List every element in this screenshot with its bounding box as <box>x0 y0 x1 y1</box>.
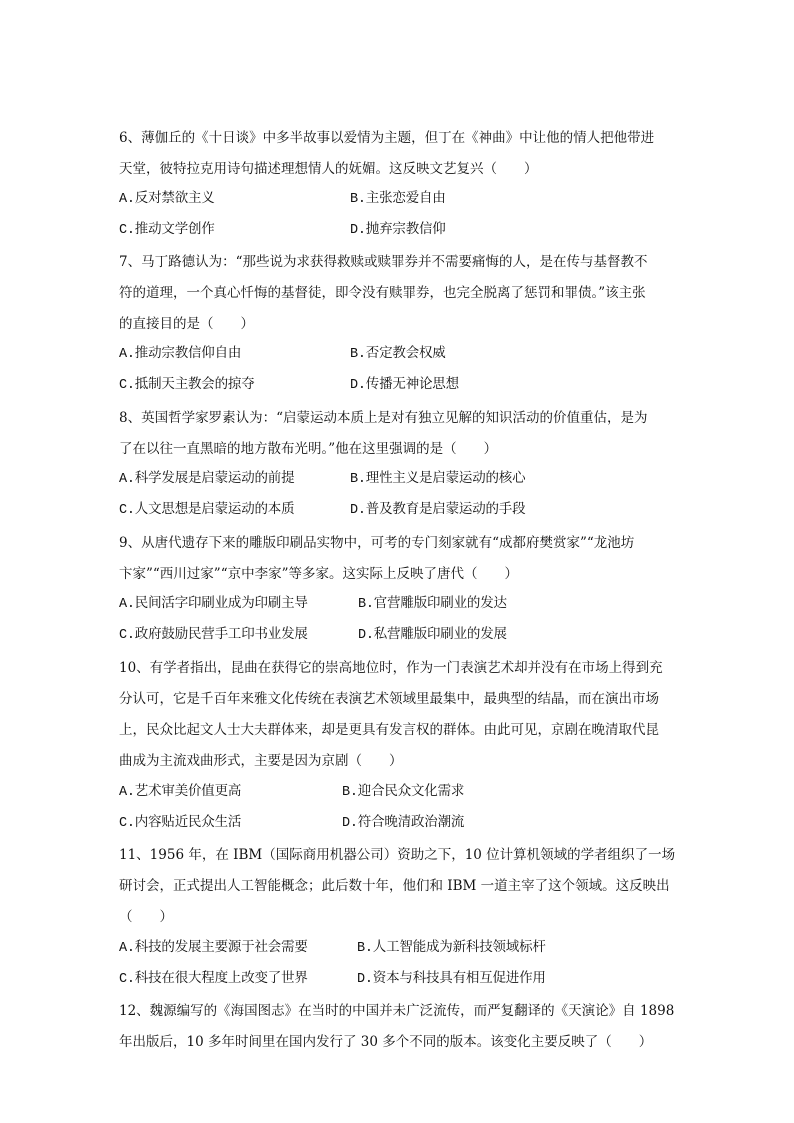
option-b: B.迎合民众文化需求 <box>342 785 465 800</box>
option-b: B.否定教会权威 <box>350 347 446 362</box>
question-text-line: 了在以往一直黑暗的地方散布光明。”他在这里强调的是（ ） <box>119 441 498 457</box>
question-text-line: 9、从唐代遗存下来的雕版印刷品实物中，可考的专门刻家就有“成都府樊赏家”“龙池坊 <box>119 535 635 551</box>
option-a: A.科技的发展主要源于社会需要 <box>119 941 308 956</box>
option-c: C.推动文学创作 <box>119 223 215 238</box>
option-d: D.私营雕版印刷业的发展 <box>358 628 507 643</box>
question-text-line: 曲成为主流戏曲形式，主要是因为京剧（ ） <box>119 753 403 769</box>
question-text-line: 的直接目的是（ ） <box>119 316 254 332</box>
option-a: A.民间活字印刷业成为印刷主导 <box>119 597 308 612</box>
option-c: C.政府鼓励民营手工印书业发展 <box>119 628 308 643</box>
question-text-line: 10、有学者指出，昆曲在获得它的崇高地位时，作为一门表演艺术却并没有在市场上得到充 <box>119 660 663 676</box>
option-b: B.理性主义是启蒙运动的核心 <box>350 472 526 487</box>
question-text-line: 8、英国哲学家罗素认为：“启蒙运动本质上是对有独立见解的知识活动的价值重估，是为 <box>119 410 648 426</box>
option-d: D.符合晚清政治潮流 <box>342 816 465 831</box>
option-a: A.科学发展是启蒙运动的前提 <box>119 472 295 487</box>
option-d: D.普及教育是启蒙运动的手段 <box>350 503 526 518</box>
question-text-line: 7、马丁路德认为：“那些说为求获得救赎或赎罪券并不需要痛悔的人，是在传与基督教不 <box>119 254 648 270</box>
option-c: C.人文思想是启蒙运动的本质 <box>119 503 295 518</box>
option-c: C.科技在很大程度上改变了世界 <box>119 972 308 987</box>
question-text-line: 6、薄伽丘的《十日谈》中多半故事以爱情为主题，但丁在《神曲》中让他的情人把他带进 <box>119 130 655 146</box>
option-d: D.传播无神论思想 <box>350 378 459 393</box>
option-a: A.艺术审美价值更高 <box>119 785 242 800</box>
option-d: D.抛弃宗教信仰 <box>350 223 446 238</box>
question-text-line: （ ） <box>119 909 173 925</box>
question-text-line: 分认可，它是千百年来雅文化传统在表演艺术领域里最集中，最典型的结晶，而在演出市场 <box>119 691 659 707</box>
option-b: B.官营雕版印刷业的发达 <box>358 597 507 612</box>
option-d: D.资本与科技具有相互促进作用 <box>357 972 546 987</box>
question-text-line: 上，民众比起文人士大夫群体来，却是更具有发言权的群体。由此可见，京剧在晚清取代昆 <box>119 722 659 738</box>
question-text-line: 研讨会，正式提出人工智能概念；此后数十年，他们和 IBM 一道主宰了这个领域。这反映出 <box>119 878 670 894</box>
question-text-line: 卞家”“西川过家”“京中李家”等多家。这实际上反映了唐代（ ） <box>119 566 519 582</box>
option-c: C.抵制天主教会的掠夺 <box>119 378 255 393</box>
option-b: B.主张恋爱自由 <box>350 192 446 207</box>
question-text-line: 符的道理，一个真心忏悔的基督徒，即令没有赎罪券，也完全脱离了惩罚和罪债。”该主张 <box>119 285 646 301</box>
option-a: A.推动宗教信仰自由 <box>119 347 242 362</box>
question-text-line: 12、魏源编写的《海国图志》在当时的中国并未广泛流传，而严复翻译的《天演论》自 1898 <box>119 1003 675 1019</box>
option-c: C.内容贴近民众生活 <box>119 816 242 831</box>
question-text-line: 年出版后，10 多年时间里在国内发行了 30 多个不同的版本。该变化主要反映了（ ） <box>119 1034 653 1050</box>
question-text-line: 天堂，彼特拉克用诗句描述理想情人的妩媚。这反映文艺复兴（ ） <box>119 161 538 177</box>
option-a: A.反对禁欲主义 <box>119 192 215 207</box>
option-b: B.人工智能成为新科技领域标杆 <box>357 941 546 956</box>
question-text-line: 11、1956 年，在 IBM（国际商用机器公司）资助之下，10 位计算机领域的学者组织了一场 <box>119 847 676 863</box>
